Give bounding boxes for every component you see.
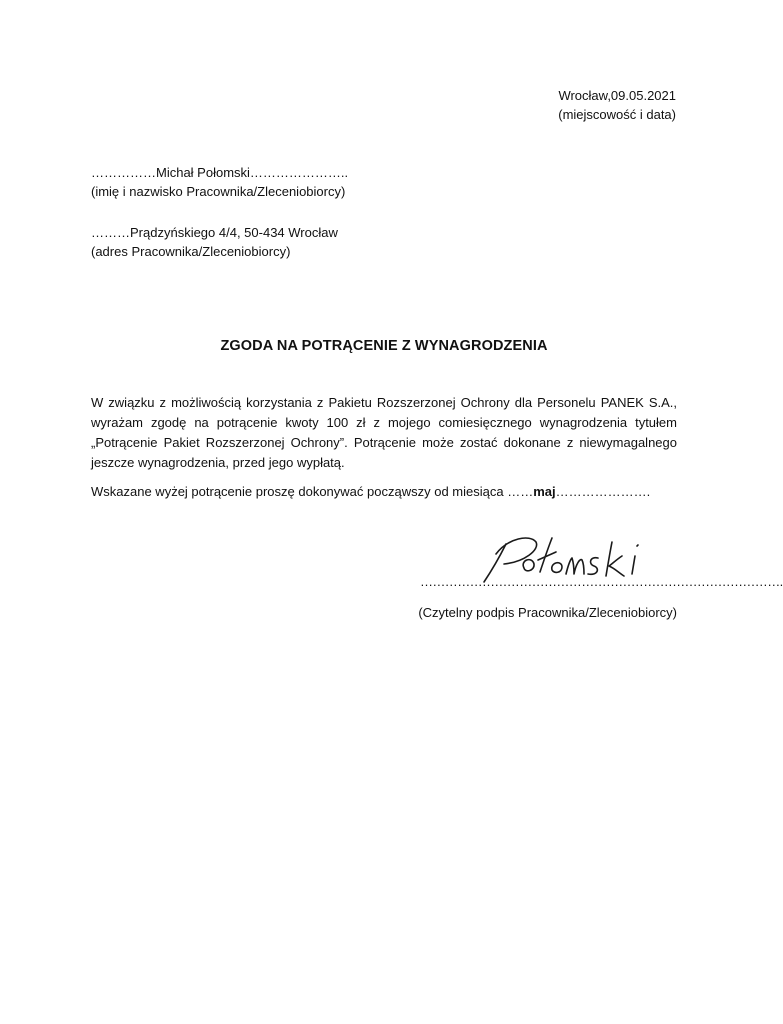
employee-address-block [91,223,338,261]
place-date-block [558,86,676,124]
signature-caption: (Czytelny podpis Pracownika/Zleceniobiorcy) [418,605,677,620]
deduction-start-dots: …………………. [555,484,651,499]
signature-line: ……………………………………………………………………………. [420,574,783,589]
document-title: ZGODA NA POTRĄCENIE Z WYNAGRODZENIA [220,338,548,354]
place-date: Wrocław,09.05.2021 [558,88,676,103]
place-date-caption: (miejscowość i data) [558,107,676,122]
employee-address: ………Prądzyńskiego 4/4, 50-434 Wrocław [91,225,338,240]
deduction-start-text: Wskazane wyżej potrącenie proszę dokonywać począwszy od miesiąca …… [91,484,534,499]
employee-address-caption: (adres Pracownika/Zleceniobiorcy) [91,244,291,259]
employee-name: ……………Michał Połomski………………….. [91,165,349,180]
employee-name-block [91,163,348,201]
employee-name-caption: (imię i nazwisko Pracownika/Zleceniobiorcy) [91,184,346,199]
consent-paragraph: W związku z możliwością korzystania z Pakietu Rozszerzonej Ochrony dla Personelu PANEK S.A., wyrażam zgodę na potrącenie kwoty 100 zł z mojego comiesięcznego wynagrodzenia tytułem „Potrącenie Pakiet Rozszerzonej Ochrony”. Potrącenie może zostać dokonane z niewymagalnego jeszcze wynagrodzenia, przed jego wypłatą. [91,395,677,470]
deduction-start-paragraph [91,482,650,502]
deduction-start-month: maj [533,484,556,499]
